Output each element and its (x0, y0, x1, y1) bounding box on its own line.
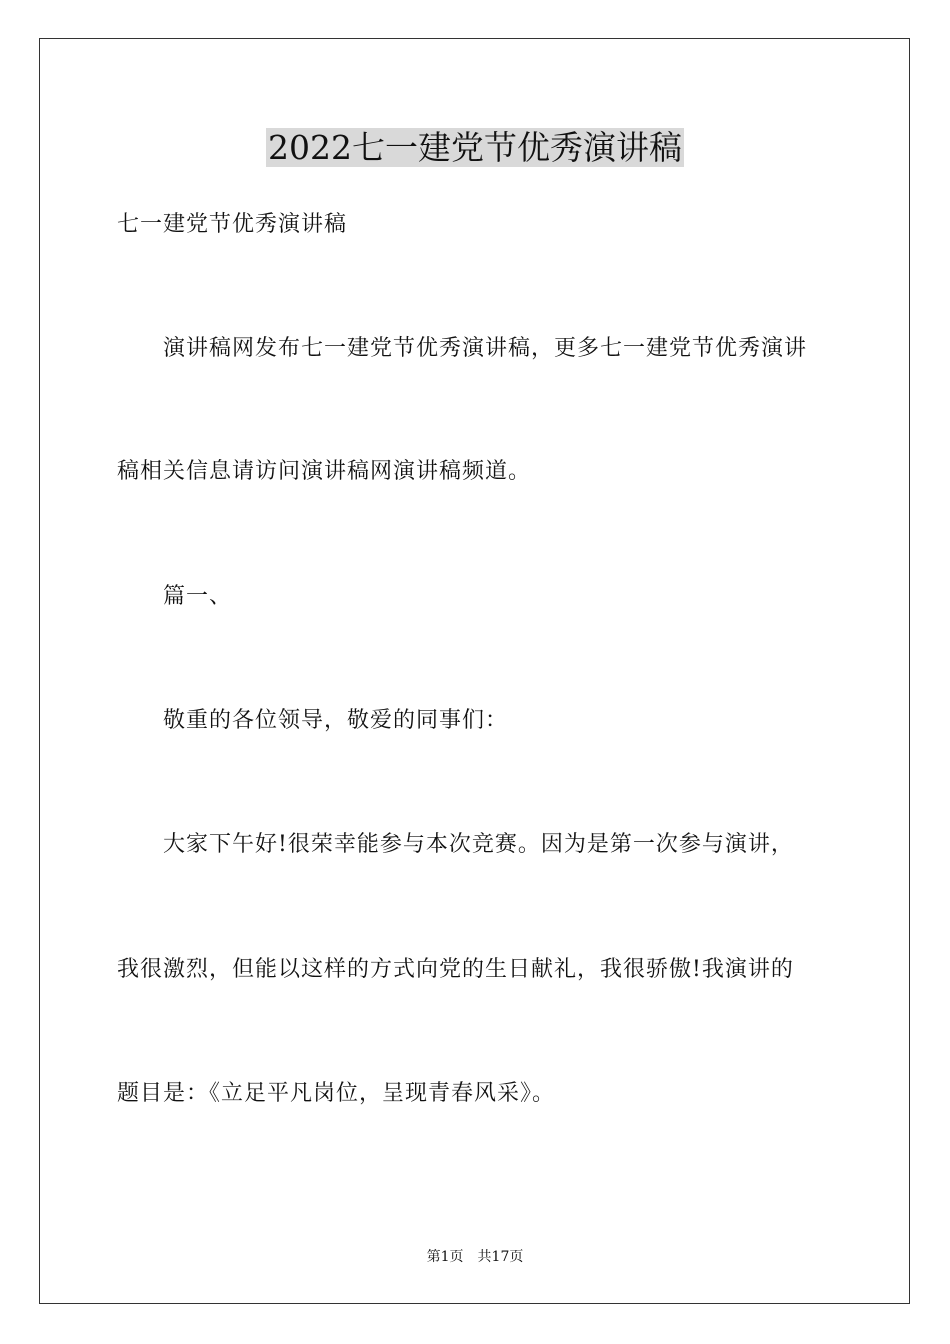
section-heading: 篇一、 (163, 584, 233, 609)
page-total: 共17页 (477, 1249, 524, 1265)
document-title-text: 2022七一建党节优秀演讲稿 (268, 128, 682, 167)
paragraph-line: 我很激烈，但能以这样的方式向党的生日献礼，我很骄傲!我演讲的 (117, 957, 794, 982)
page-number: 第1页 (426, 1249, 464, 1265)
salutation-line: 敬重的各位领导，敬爱的同事们： (163, 708, 509, 733)
paragraph-line: 大家下午好!很荣幸能参与本次竞赛。因为是第一次参与演讲， (163, 832, 794, 857)
document-title (0, 126, 950, 170)
paragraph-line: 稿相关信息请访问演讲稿网演讲稿频道。 (117, 459, 532, 484)
paragraph-line: 题目是：《立足平凡岗位，呈现青春风采》。 (117, 1081, 556, 1106)
page-footer (0, 1247, 950, 1267)
subtitle-line: 七一建党节优秀演讲稿 (117, 212, 348, 237)
paragraph-line: 演讲稿网发布七一建党节优秀演讲稿，更多七一建党节优秀演讲 (163, 336, 808, 361)
